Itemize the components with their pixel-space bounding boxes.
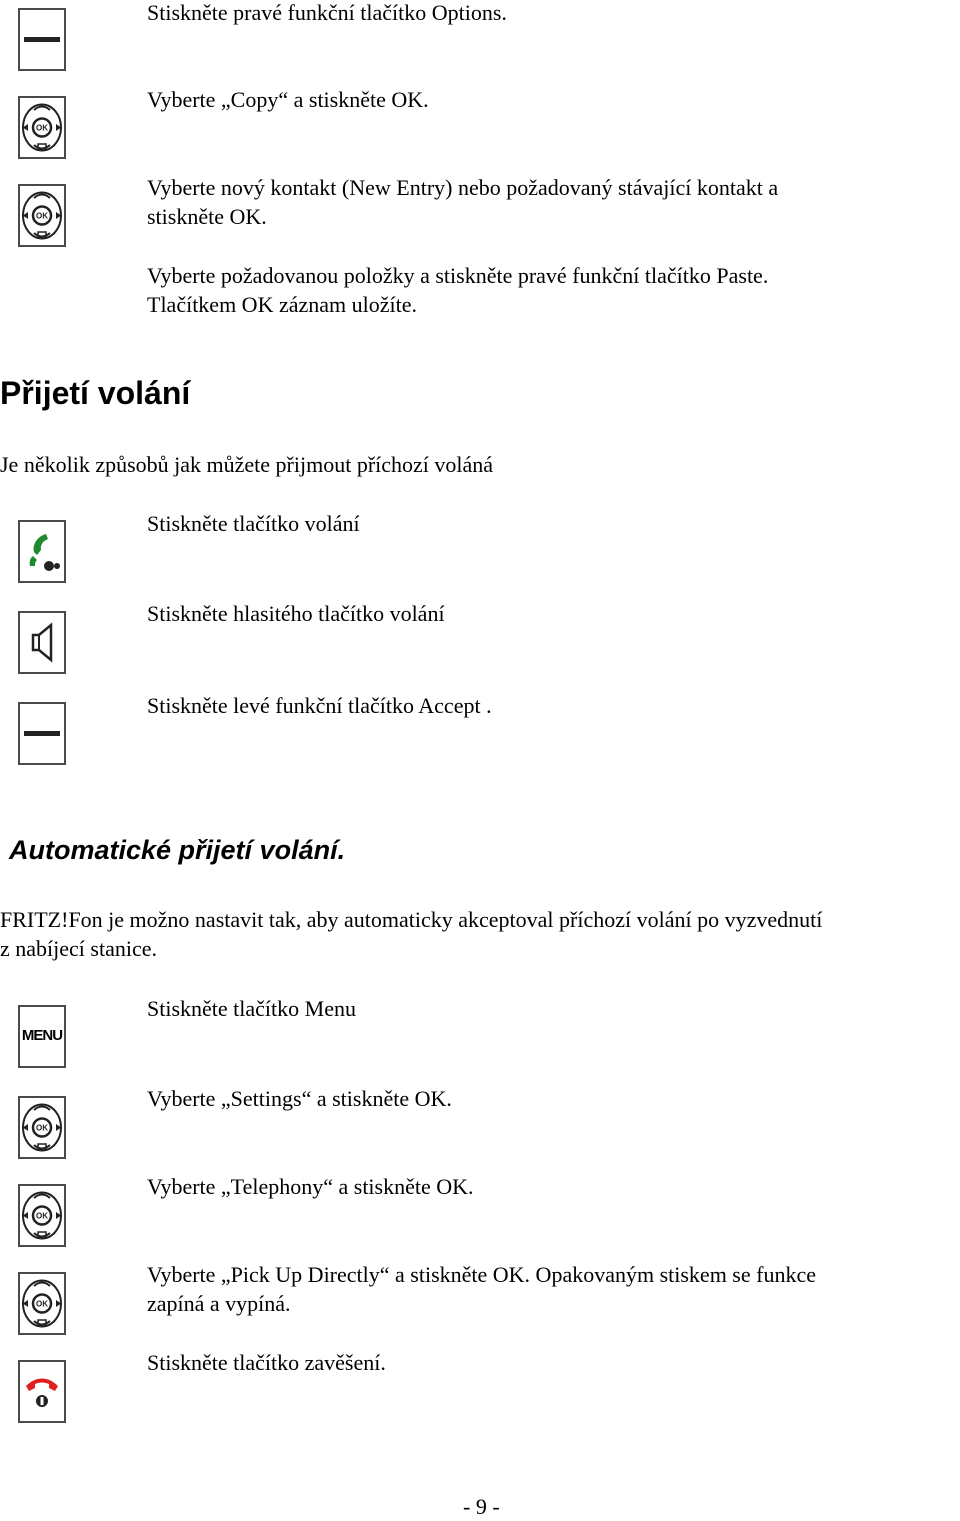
step-text: stiskněte OK. xyxy=(147,204,267,229)
navigation-pad-icon xyxy=(18,1096,66,1159)
section-intro: FRITZ!Fon je možno nastavit tak, aby automaticky akceptoval příchozí volání po vyzvednutí xyxy=(0,907,823,932)
navigation-pad-icon xyxy=(18,184,66,247)
step-text: Stiskněte tlačítko zavěšení. xyxy=(147,1350,386,1375)
section-intro: Je několik způsobů jak můžete přijmout příchozí voláná xyxy=(0,452,494,477)
menu-key-icon xyxy=(18,1005,66,1068)
step-text: Vyberte „Copy“ a stiskněte OK. xyxy=(147,87,429,112)
minus-softkey-icon xyxy=(18,8,66,71)
step-text: Vyberte „Settings“ a stiskněte OK. xyxy=(147,1086,452,1111)
ok-label: OK xyxy=(36,1299,48,1309)
ok-label: OK xyxy=(36,1211,48,1221)
step-text: Vyberte nový kontakt (New Entry) nebo požadovaný stávající kontakt a xyxy=(147,175,779,200)
page-number: - 9 - xyxy=(463,1494,500,1519)
step-text: Stiskněte pravé funkční tlačítko Options. xyxy=(147,0,507,25)
ok-label: OK xyxy=(36,1123,48,1133)
section-heading: Přijetí volání xyxy=(0,375,191,411)
menu-key-label: MENU xyxy=(21,1027,63,1044)
step-text: Tlačítkem OK záznam uložíte. xyxy=(147,292,417,317)
section-intro: z nabíjecí stanice. xyxy=(0,936,157,961)
call-accept-icon xyxy=(18,520,66,583)
ok-label: OK xyxy=(36,123,48,133)
ok-label: OK xyxy=(36,211,48,221)
step-text: Vyberte „Telephony“ a stiskněte OK. xyxy=(147,1174,474,1199)
navigation-pad-icon xyxy=(18,1272,66,1335)
step-text: Stiskněte tlačítko Menu xyxy=(147,996,356,1021)
navigation-pad-icon xyxy=(18,1184,66,1247)
step-text: Stiskněte tlačítko volání xyxy=(147,511,360,536)
speaker-icon xyxy=(18,611,66,674)
step-text: Vyberte požadovanou položky a stiskněte pravé funkční tlačítko Paste. xyxy=(147,263,769,288)
minus-softkey-icon xyxy=(18,702,66,765)
step-text: Vyberte „Pick Up Directly“ a stiskněte OK. Opakovaným stiskem se funkce xyxy=(147,1262,816,1287)
step-text: Stiskněte levé funkční tlačítko Accept . xyxy=(147,693,492,718)
section-heading: Automatické přijetí volání. xyxy=(9,835,346,865)
call-end-icon xyxy=(18,1360,66,1423)
step-text: Stiskněte hlasitého tlačítko volání xyxy=(147,601,445,626)
navigation-pad-icon xyxy=(18,96,66,159)
step-text: zapíná a vypíná. xyxy=(147,1291,291,1316)
